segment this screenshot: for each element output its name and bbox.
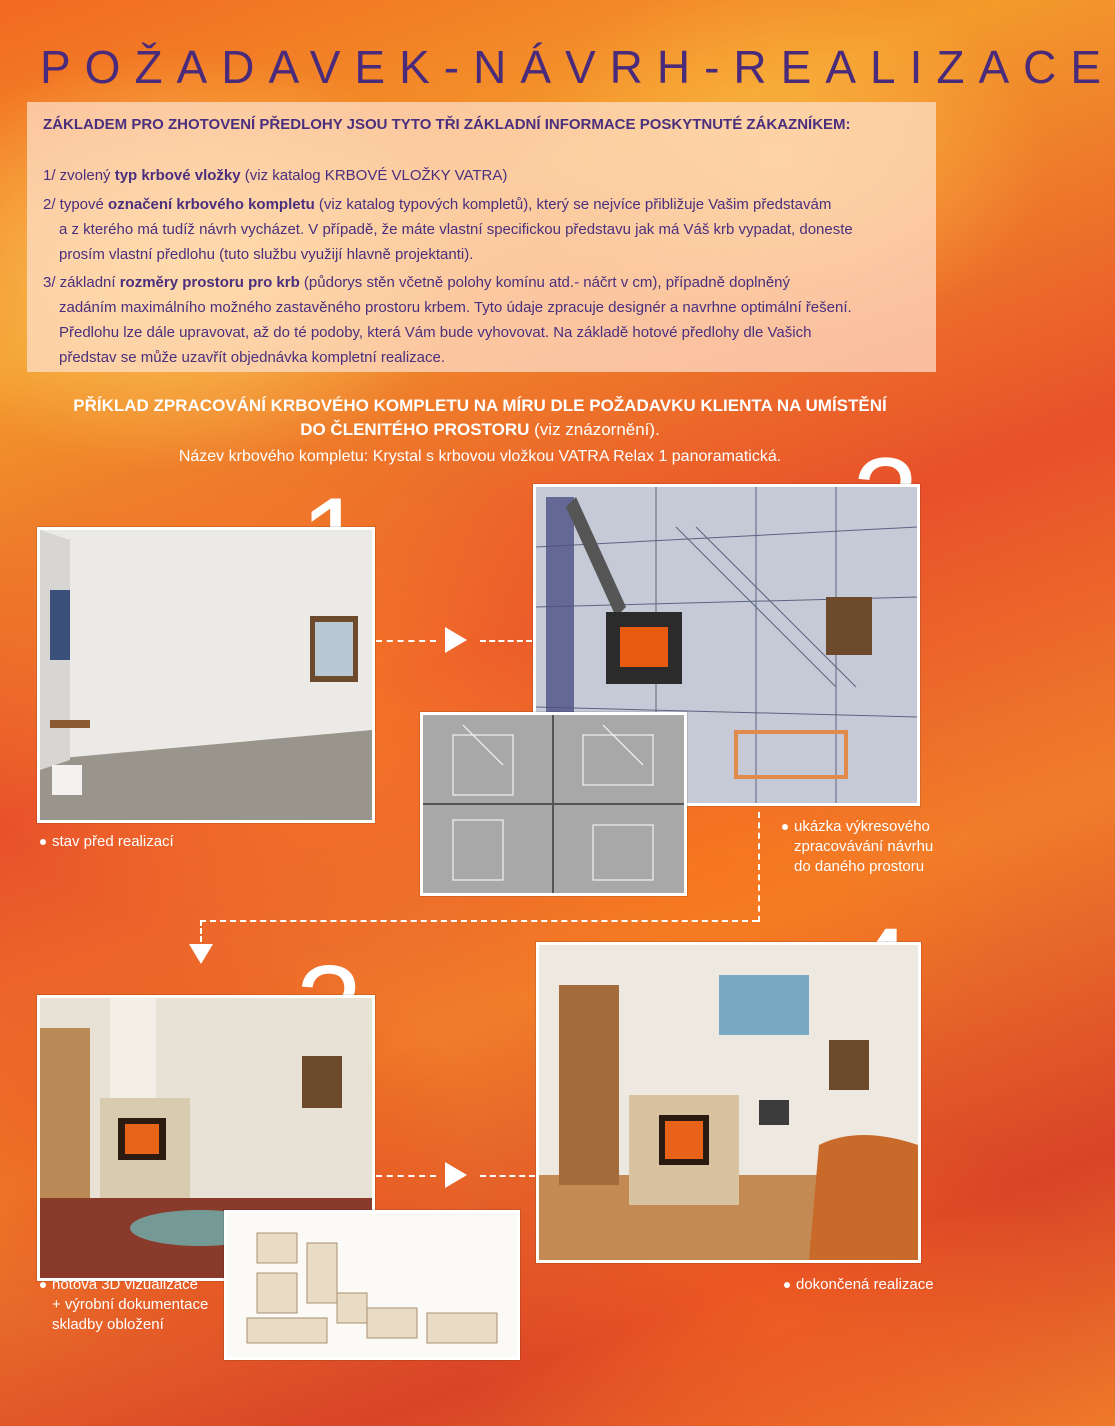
caption-text: ukázka výkresového bbox=[794, 818, 930, 835]
connector-3-down bbox=[200, 920, 202, 942]
bullet-icon bbox=[40, 839, 46, 845]
info-text: 1/ zvolený bbox=[43, 167, 115, 184]
example-note: (viz znázornění). bbox=[529, 420, 660, 439]
caption-step-2 bbox=[782, 817, 933, 877]
connector-2-down bbox=[758, 812, 760, 922]
caption-step-4 bbox=[784, 1275, 934, 1295]
info-text: (viz katalog KRBOVÉ VLOŽKY VATRA) bbox=[240, 167, 508, 184]
info-text: zadáním maximálního možného zastavěného prostoru krbem. Tyto údaje zpracuje designér a navrhne optimální řešení. bbox=[59, 299, 852, 316]
caption-step-3 bbox=[40, 1275, 208, 1335]
caption-step-1 bbox=[40, 832, 174, 852]
caption-text: skladby obložení bbox=[52, 1316, 164, 1333]
bullet-icon bbox=[40, 1282, 46, 1288]
info-item-2 bbox=[43, 192, 933, 267]
caption-text: + výrobní dokumentace bbox=[52, 1296, 209, 1313]
caption-text: zpracovávání návrhu bbox=[794, 838, 934, 855]
info-text: a z kterého má tudíž návrh vycházet. V případě, že máte vlastní specifickou představu jak má Váš krb vypadat, doneste bbox=[59, 221, 853, 238]
example-line-2: DO ČLENITÉHO PROSTORU bbox=[300, 420, 530, 439]
bullet-icon bbox=[784, 1282, 790, 1288]
info-text: Předlohu lze dále upravovat, až do té podoby, která Vám bude vyhovovat. Na základě hotové předlohy dle Vašich bbox=[59, 324, 812, 341]
caption-text: dokončená realizace bbox=[796, 1276, 934, 1293]
info-item-3 bbox=[43, 270, 933, 370]
info-bold: typ krbové vložky bbox=[114, 167, 241, 184]
connector-2-3 bbox=[200, 920, 758, 922]
photo-finished bbox=[536, 942, 921, 1263]
caption-text: do daného prostoru bbox=[794, 858, 925, 875]
info-text: 3/ základní bbox=[43, 274, 120, 291]
info-text: prosím vlastní předlohu (tuto službu využijí hlavně projektanti). bbox=[59, 246, 474, 263]
arrow-down-icon bbox=[189, 944, 213, 964]
connector-3-4-end bbox=[480, 1175, 535, 1177]
caption-text: stav před realizací bbox=[52, 833, 174, 850]
info-item-1 bbox=[43, 163, 933, 188]
example-line-1: PŘÍKLAD ZPRACOVÁNÍ KRBOVÉHO KOMPLETU NA MÍRU DLE POŽADAVKU KLIENTA NA UMÍSTĚNÍ bbox=[73, 396, 887, 415]
connector-1-2-end bbox=[480, 640, 532, 642]
bullet-icon bbox=[782, 824, 788, 830]
connector-3-4 bbox=[376, 1175, 436, 1177]
info-bold: označení krbového kompletu bbox=[108, 196, 315, 213]
info-text: (viz katalog typových kompletů), který se nejvíce přibližuje Vašim představám bbox=[314, 196, 832, 213]
info-text: (půdorys stěn včetně polohy komínu atd.- náčrt v cm), případně doplněný bbox=[299, 274, 791, 291]
info-text: 2/ typové bbox=[43, 196, 109, 213]
info-box bbox=[27, 102, 936, 372]
photo-cad-views bbox=[420, 712, 687, 896]
info-text: představ se může uzavřít objednávka kompletní realizace. bbox=[59, 349, 446, 366]
photo-component-layout bbox=[224, 1210, 520, 1360]
info-heading: ZÁKLADEM PRO ZHOTOVENÍ PŘEDLOHY JSOU TYTO TŘI ZÁKLADNÍ INFORMACE POSKYTNUTÉ ZÁKAZNÍKEM: bbox=[43, 116, 851, 133]
example-subtitle: Název krbového kompletu: Krystal s krbovou vložkou VATRA Relax 1 panoramatická. bbox=[178, 448, 782, 465]
info-bold: rozměry prostoru pro krb bbox=[119, 274, 300, 291]
arrow-right-icon bbox=[445, 1162, 467, 1188]
page-title: POŽADAVEK-NÁVRH-REALIZACE bbox=[40, 41, 1115, 93]
arrow-right-icon bbox=[445, 627, 467, 653]
example-heading bbox=[0, 394, 960, 442]
connector-1-2 bbox=[376, 640, 436, 642]
photo-room-before bbox=[37, 527, 375, 823]
caption-text: hotová 3D vizualizace bbox=[52, 1276, 198, 1293]
